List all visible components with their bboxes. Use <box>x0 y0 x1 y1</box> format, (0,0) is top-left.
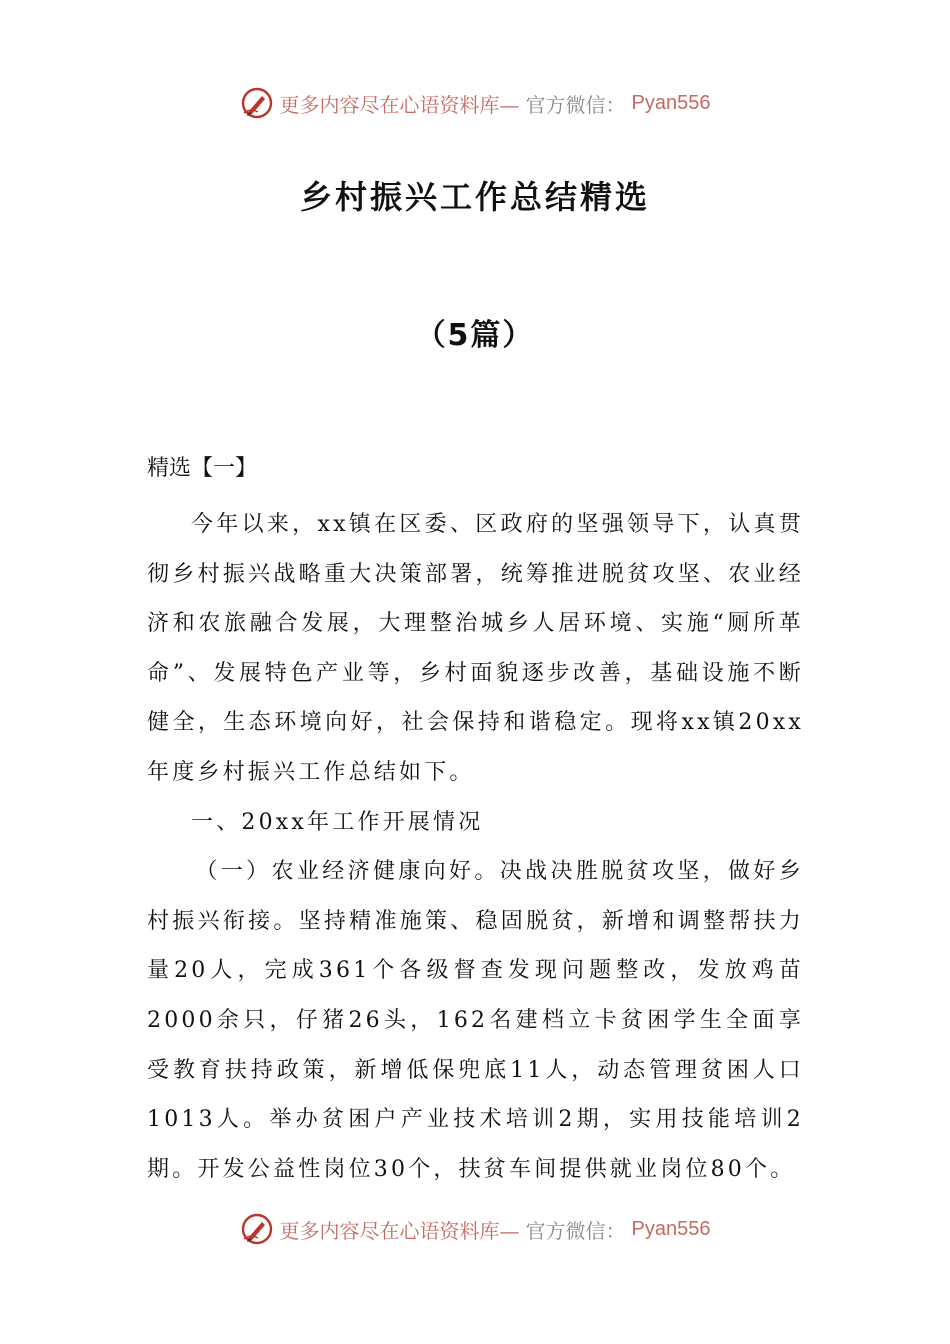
watermark-text: 更多内容尽在心语资料库— <box>279 92 520 117</box>
watermark-official-label: 官方微信： <box>525 92 626 117</box>
document-subtitle: （5篇） <box>415 318 535 353</box>
header-watermark <box>0 86 950 120</box>
section-heading: 一、20xx年工作开展情况 <box>191 809 484 835</box>
watermark-text: 更多内容尽在心语资料库— <box>279 1218 520 1243</box>
footer-watermark <box>0 1212 950 1246</box>
body-paragraph: 今年以来，xx镇在区委、区政府的坚强领导下，认真贯彻乡村振兴战略重大决策部署，统筹推进脱贫攻坚、农业经济和农旅融合发展，大理整治城乡人居环境、实施“厕所革命”、发展特色产业等，乡村面貌逐步改善，基础设施不断健全，生态环境向好，社会保持和谐稳定。现将xx镇20xx年度乡村振兴工作总结如下。 <box>147 512 804 785</box>
pen-logo-icon <box>240 1212 274 1246</box>
document-title: 乡村振兴工作总结精选 <box>299 178 650 216</box>
document-body <box>147 500 804 1194</box>
watermark-wechat-id: Pyan556 <box>631 1217 711 1240</box>
body-paragraph: （一）农业经济健康向好。决战决胜脱贫攻坚，做好乡村振兴衔接。坚持精准施策、稳固脱贫，新增和调整帮扶力量20人，完成361个各级督查发现问题整改，发放鸡苗2000余只，仔猪26头，162名建档立卡贫困学生全面享受教育扶持政策，新增低保兜底11人，动态管理贫困人口1013人。举办贫困户产业技术培训2期，实用技能培训2期。开发公益性岗位30个，扶贫车间提供就业岗位80个。 <box>147 859 804 1182</box>
section-label: 精选【一】 <box>147 456 258 481</box>
watermark-official-label: 官方微信： <box>525 1218 626 1243</box>
watermark-wechat-id: Pyan556 <box>631 91 711 114</box>
pen-logo-icon <box>240 86 274 120</box>
